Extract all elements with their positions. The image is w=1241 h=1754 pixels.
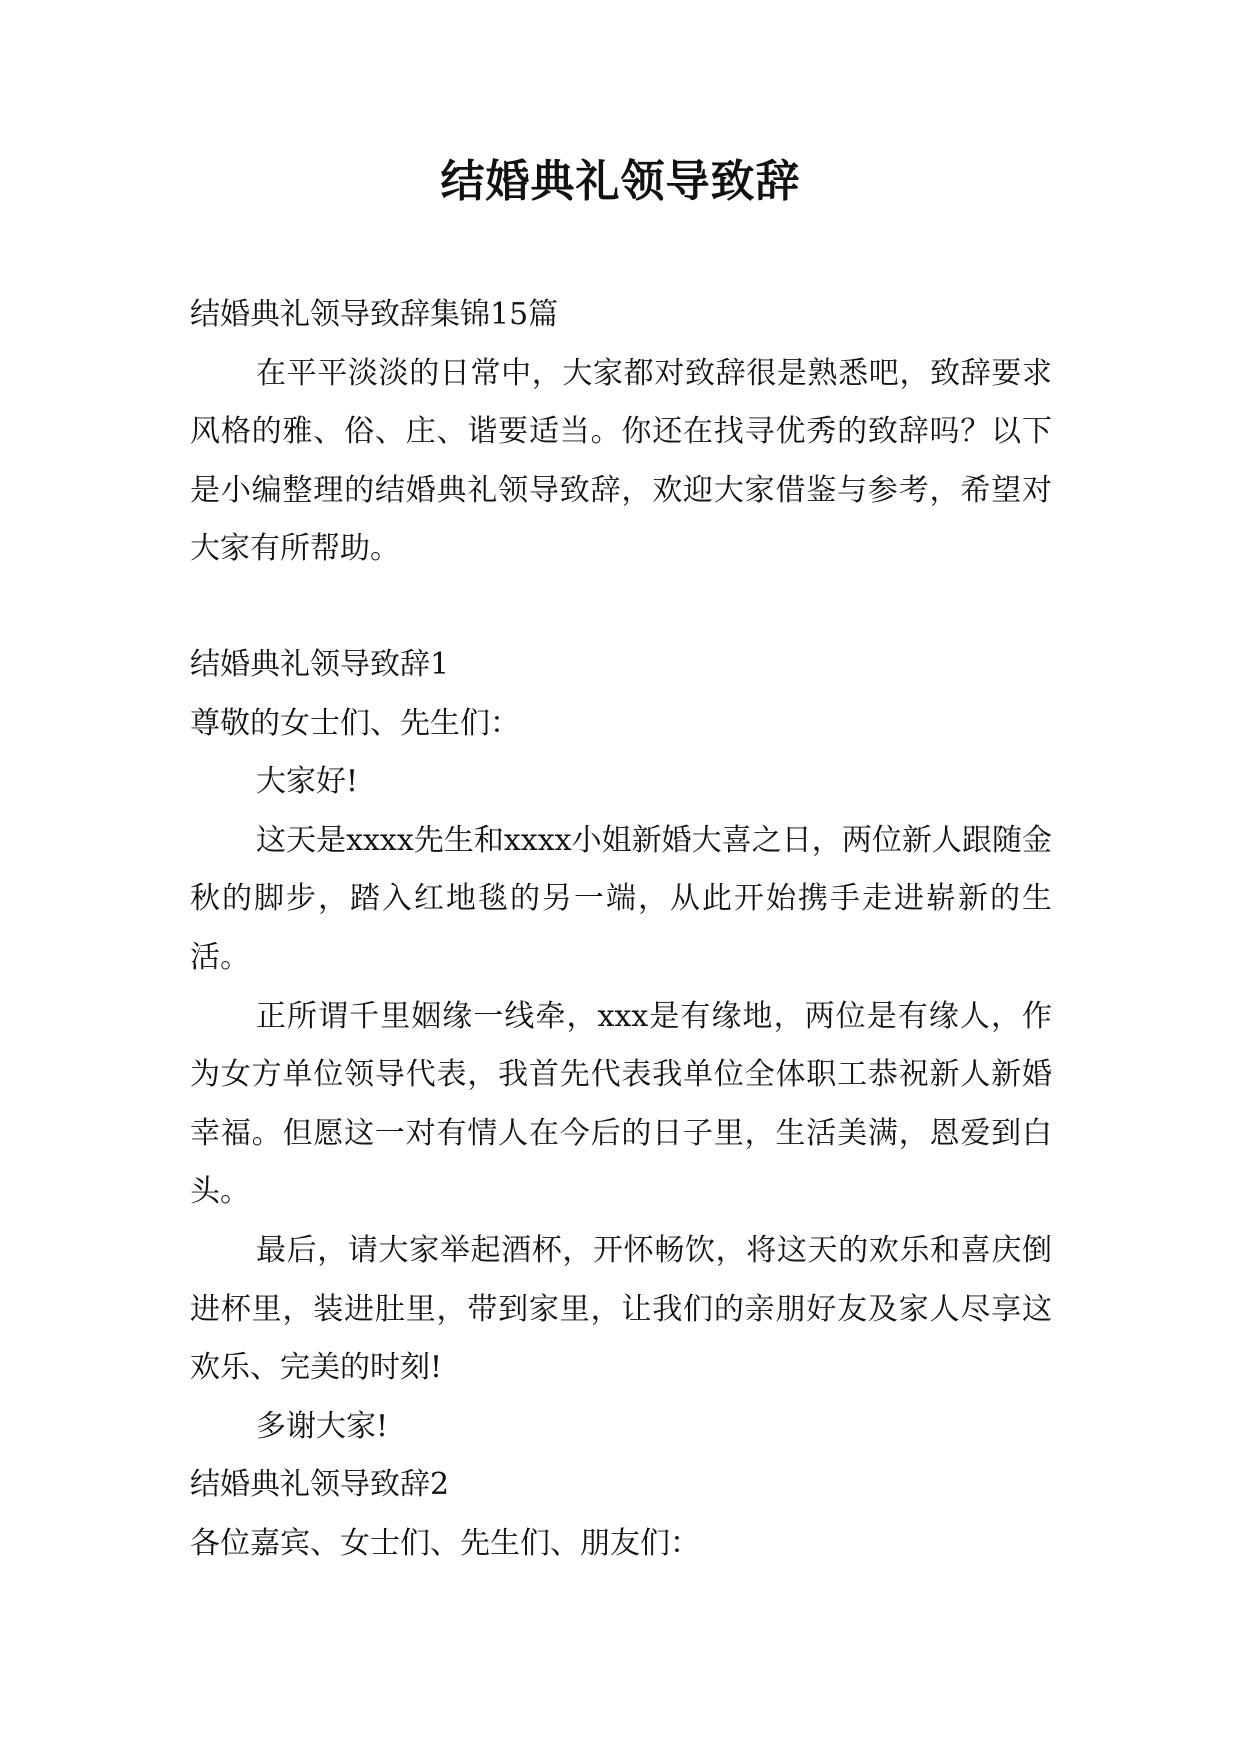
paragraph: 结婚典礼领导致辞1 [190,646,450,682]
document-title: 结婚典礼领导致辞 [440,156,801,207]
paragraph: 这天是xxxx先生和xxxx小姐新婚大喜之日，两位新人跟随金秋的脚步，踏入红地毯的另一端，从此开始携手走进崭新的生活。 [190,822,1052,975]
paragraph: 多谢大家! [256,1408,389,1444]
paragraph: 结婚典礼领导致辞2 [190,1467,450,1503]
document-body [190,286,1052,1573]
paragraph: 在平平淡淡的日常中，大家都对致辞很是熟悉吧，致辞要求风格的雅、俗、庄、谐要适当。你还在找寻优秀的致辞吗？以下是小编整理的结婚典礼领导致辞，欢迎大家借鉴与参考，希望对大家有所帮助。 [190,355,1052,567]
paragraph: 结婚典礼领导致辞集锦15篇 [190,297,559,332]
paragraph: 各位嘉宾、女士们、先生们、朋友们： [190,1525,700,1561]
paragraph: 正所谓千里姻缘一线牵，xxx是有缘地，两位是有缘人，作为女方单位领导代表，我首先代表我单位全体职工恭祝新人新婚幸福。但愿这一对有情人在今后的日子里，生活美满，恩爱到白头。 [190,998,1052,1210]
paragraph: 尊敬的女士们、先生们： [190,705,520,741]
paragraph: 大家好! [256,764,359,800]
paragraph: 最后，请大家举起酒杯，开怀畅饮，将这天的欢乐和喜庆倒进杯里，装进肚里，带到家里，让我们的亲朋好友及家人尽享这欢乐、完美的时刻! [190,1232,1052,1386]
